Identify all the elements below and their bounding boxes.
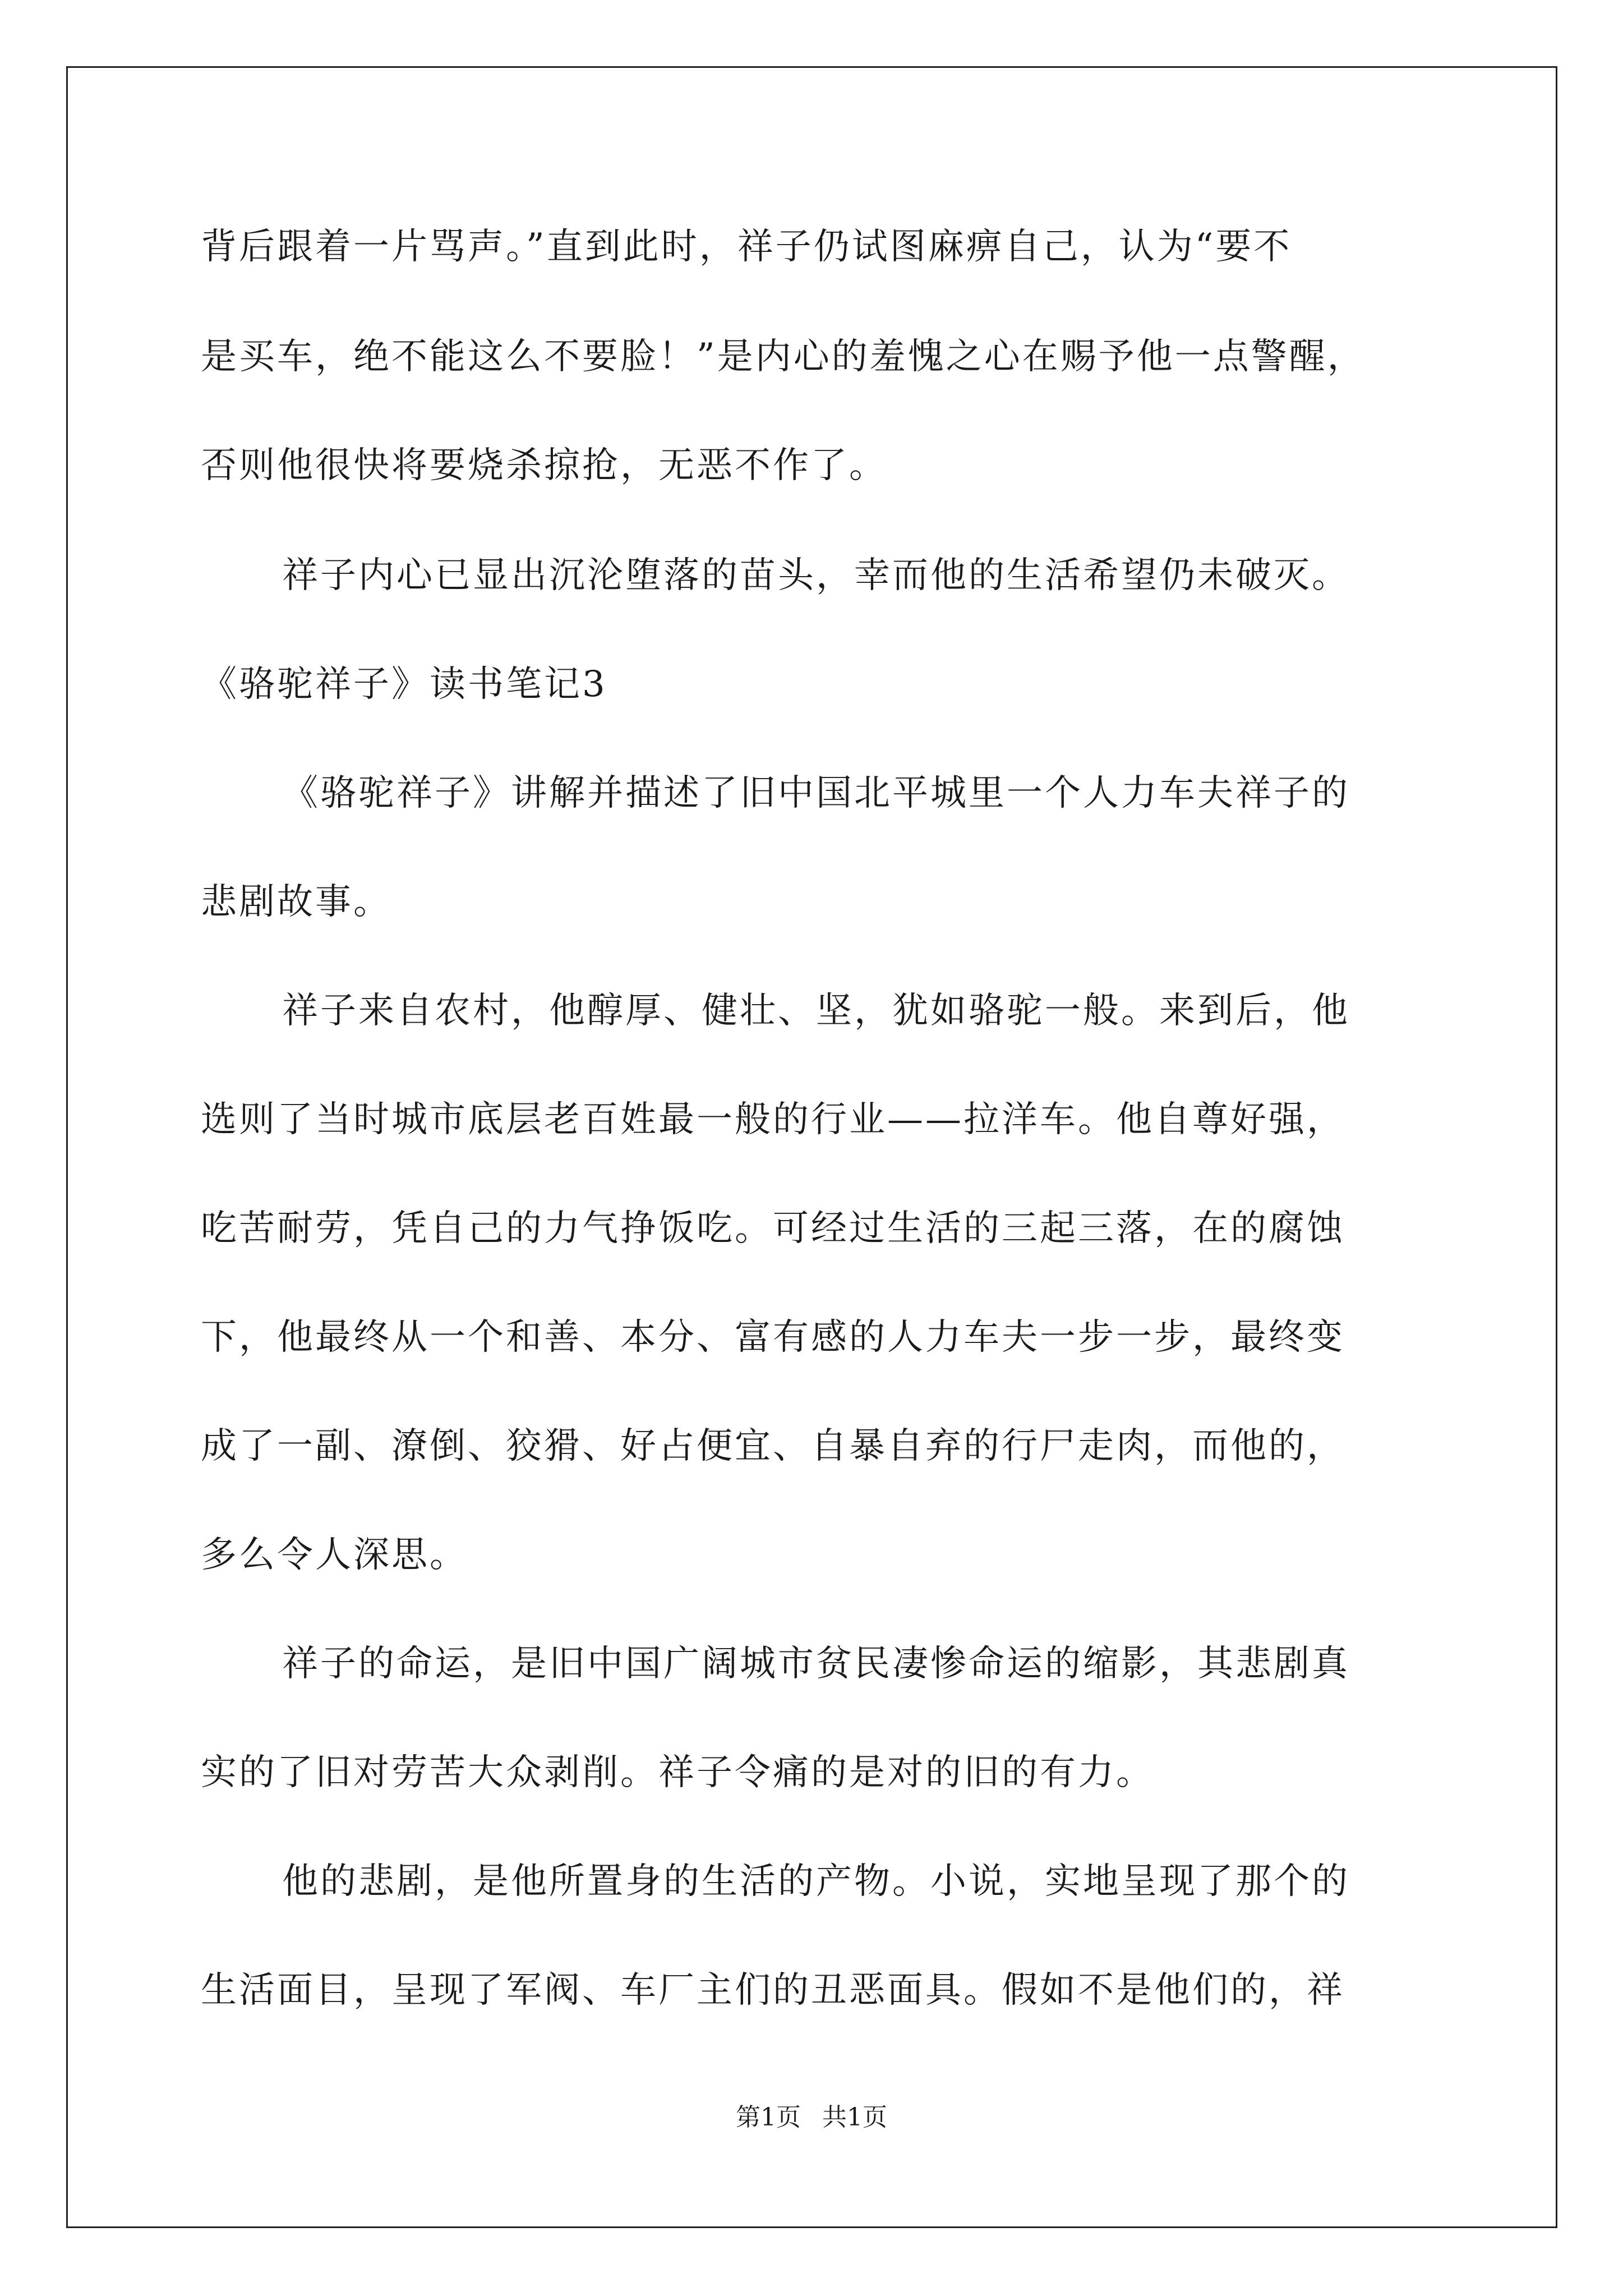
text-line: 吃苦耐劳，凭自己的力气挣饭吃。可经过生活的三起三落，在的腐蚀	[201, 1208, 1345, 1249]
page-total: 共1页	[822, 2103, 887, 2132]
text-line: 悲剧故事。	[201, 881, 391, 923]
text-line: 《骆驼祥子》讲解并描述了旧中国北平城里一个人力车夫祥子的	[282, 772, 1350, 814]
text-line: 他的悲剧，是他所置身的生活的产物。小说，实地呈现了那个的	[282, 1861, 1350, 1902]
text-line: 实的了旧对劳苦大众剥削。祥子令痛的是对的旧的有力。	[201, 1752, 1154, 1793]
text-line: 生活面目，呈现了军阀、车厂主们的丑恶面具。假如不是他们的，祥	[201, 1970, 1345, 2011]
text-line: 选则了当时城市底层老百姓最一般的行业——拉洋车。他自尊好强，	[201, 1099, 1345, 1140]
text-line: 是买车，绝不能这么不要脸！”是内心的羞愧之心在赐予他一点警醒，	[201, 336, 1366, 378]
section-heading: 《骆驼祥子》读书笔记3	[201, 664, 607, 705]
text-line: 下，他最终从一个和善、本分、富有感的人力车夫一步一步，最终变	[201, 1317, 1345, 1358]
text-line: 成了一副、潦倒、狡猾、好占便宜、自暴自弃的行尸走肉，而他的，	[201, 1425, 1345, 1467]
text-line: 祥子内心已显出沉沦堕落的苗头，幸而他的生活希望仍未破灭。	[282, 555, 1350, 596]
text-line: 祥子来自农村，他醇厚、健壮、坚，犹如骆驼一般。来到后，他	[282, 990, 1350, 1032]
text-line: 多么令人深思。	[201, 1534, 468, 1576]
text-line: 祥子的命运，是旧中国广阔城市贫民凄惨命运的缩影，其悲剧真	[282, 1643, 1350, 1685]
text-line: 否则他很快将要烧杀掠抢，无恶不作了。	[201, 445, 887, 486]
page-number: 第1页	[736, 2103, 801, 2132]
text-line: 背后跟着一片骂声。”直到此时，祥子仍试图麻痹自己，认为“要不	[201, 226, 1292, 268]
page-footer	[0, 2101, 1623, 2134]
